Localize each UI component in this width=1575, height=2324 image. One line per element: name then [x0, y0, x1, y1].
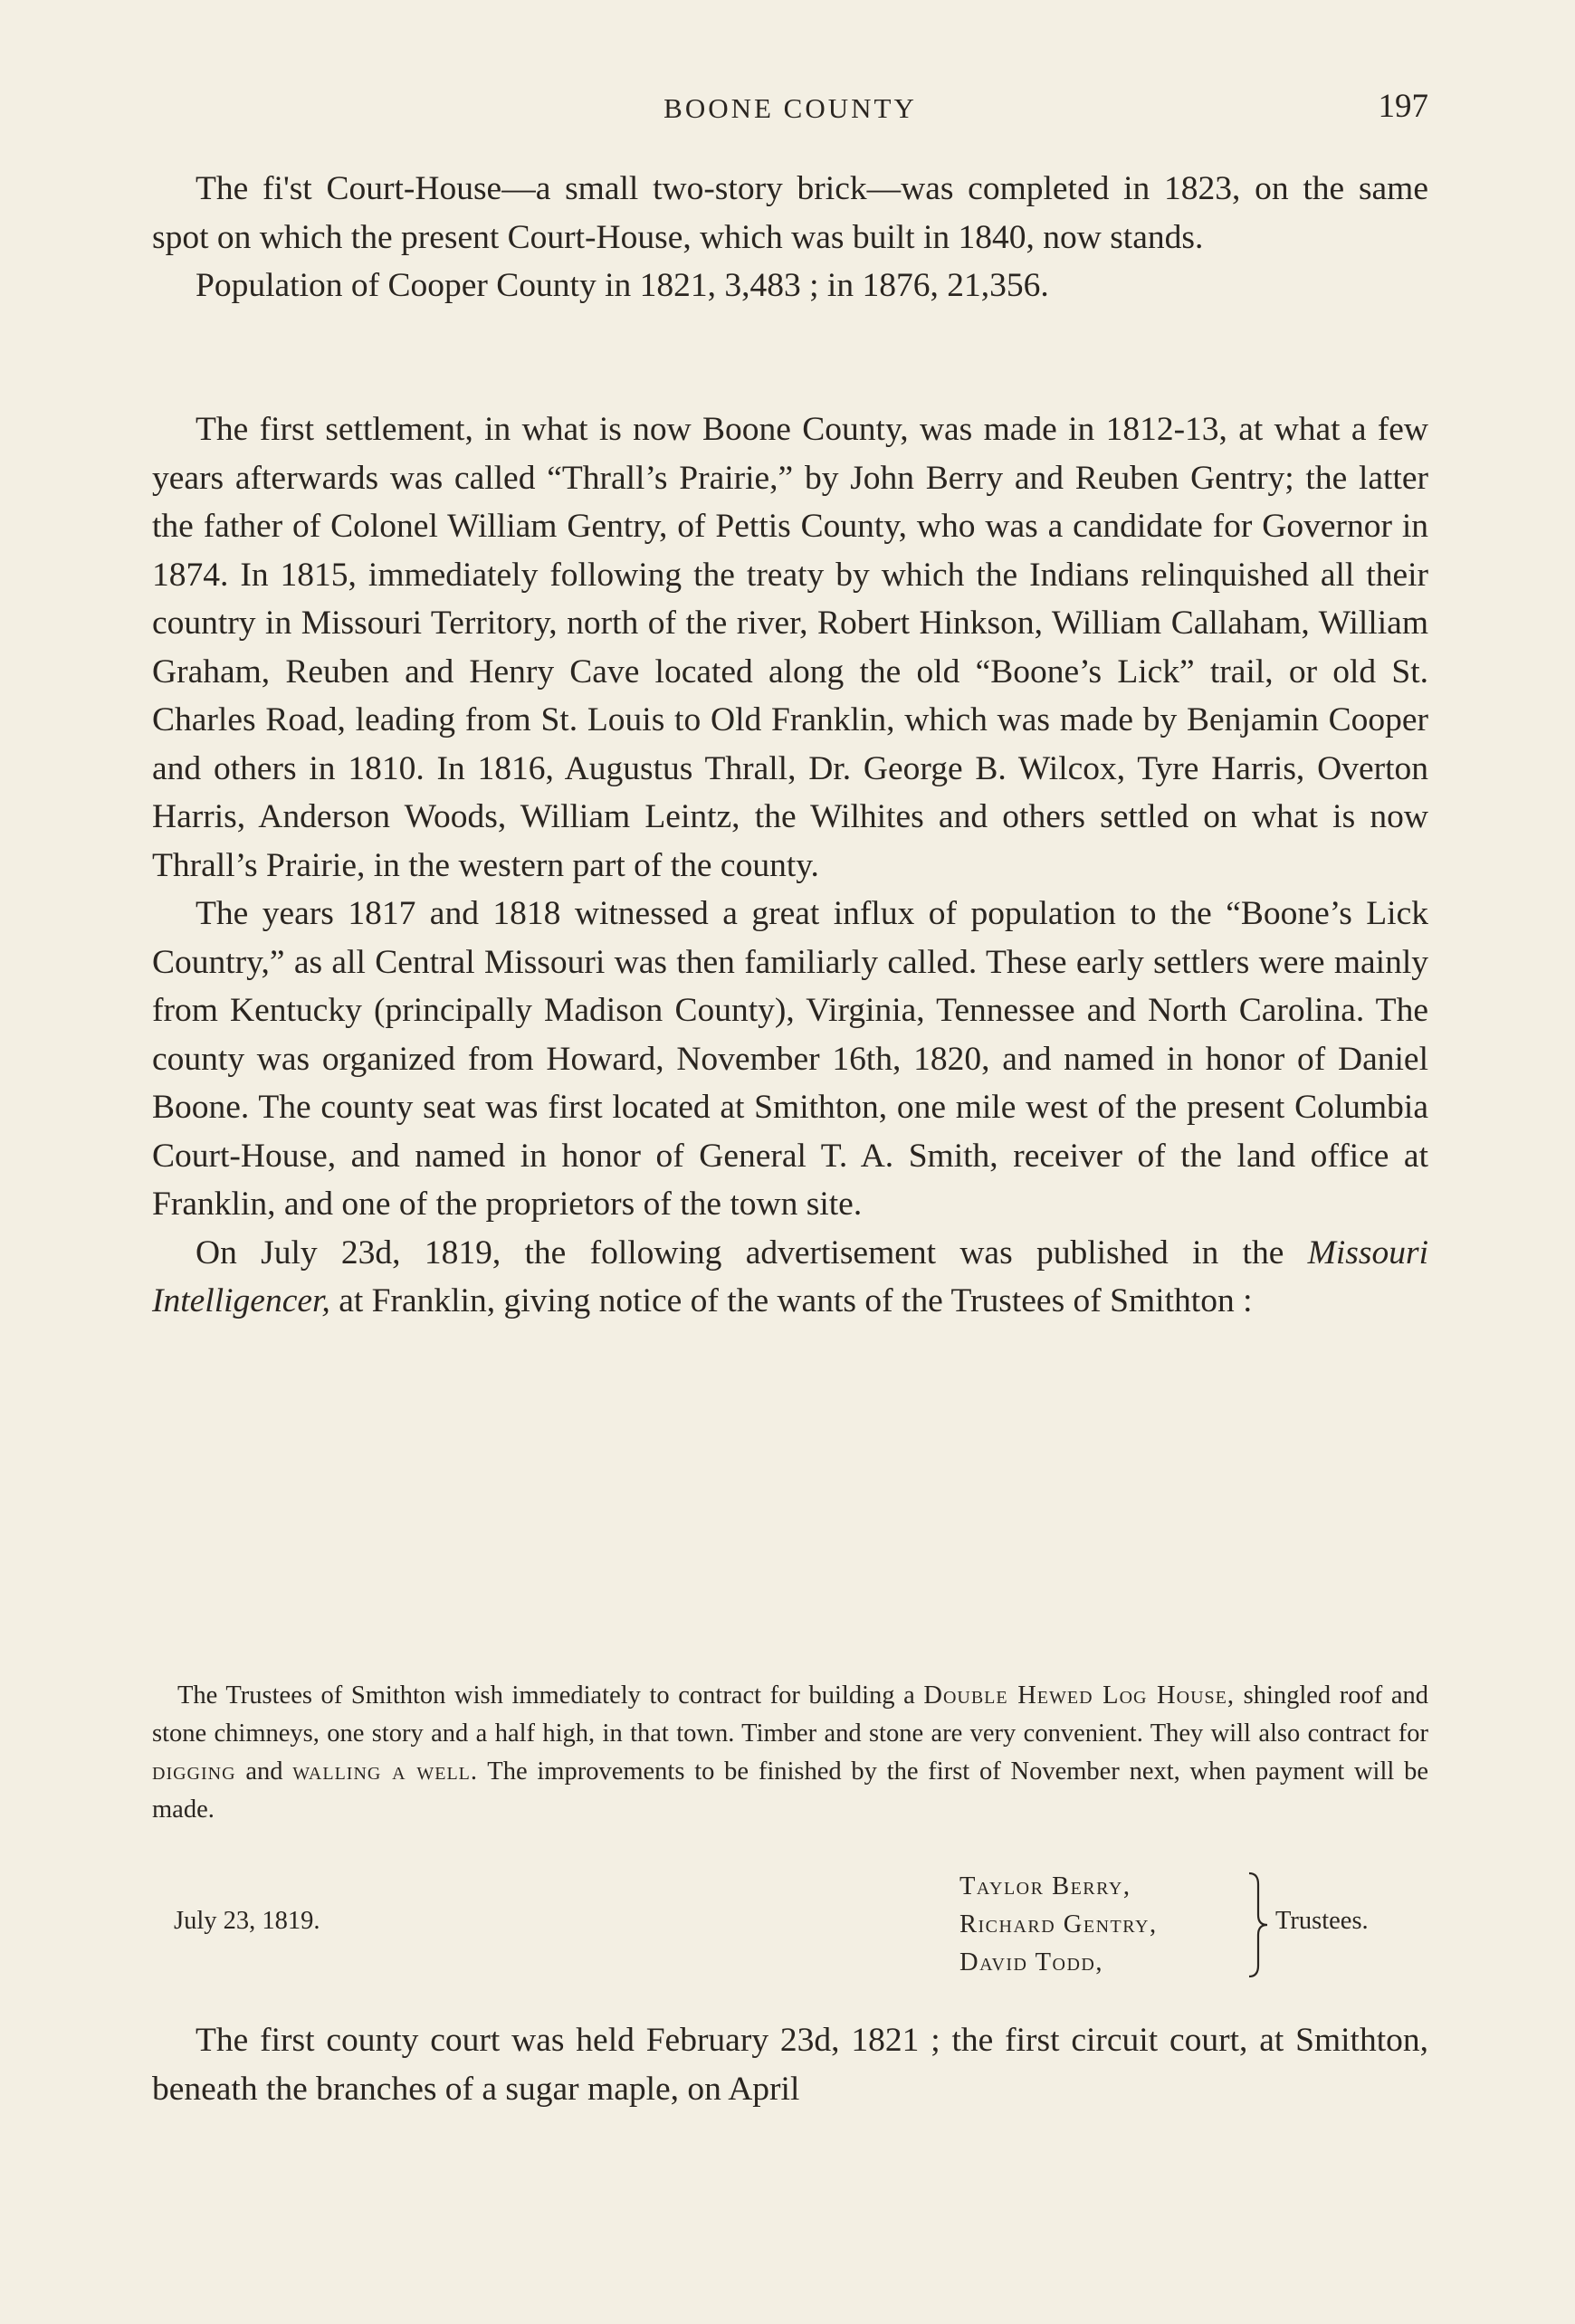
text-block-first-court — [152, 2016, 1428, 2113]
paragraph-text: On July 23d, 1819, the following advertisement was published in the — [196, 1233, 1284, 1272]
paragraph: The years 1817 and 1818 witnessed a great influx of population to the “Boone’s Lick Country,” as all Central Missouri was then familiarly called. These early settlers were mainly from Kentucky (principally Madison County), Virginia, Tennessee and North Carolina. The county was organized from Howard, November 16th, 1820, and named in honor of Daniel Boone. The county seat was first located at Smithton, one mile west of the present Columbia Court-House, and named in honor of General T. A. Smith, receiver of the land office at Franklin, and one of the proprietors of the town site. — [152, 895, 1428, 1223]
ad-smallcaps: digging — [152, 1757, 236, 1786]
ad-text: The Trustees of Smithton wish immediately to contract for building a — [177, 1681, 915, 1710]
paragraph: The first county court was held February 23d, 1821 ; the first circuit court, at Smithton, beneath the branches of a sugar maple, on April — [152, 2022, 1428, 2108]
signer-name: Richard Gentry, — [959, 1910, 1158, 1938]
paragraph — [152, 1229, 1428, 1326]
right-brace-icon — [1246, 1868, 1271, 1982]
running-head — [152, 87, 1428, 132]
advertisement — [152, 1677, 1428, 1829]
ad-text: The improvements to be finished by the first of November next, when payment will be made. — [152, 1757, 1428, 1824]
newspaper-title: Missouri Intelligencer, — [152, 1233, 1428, 1319]
signer-name: David Todd, — [959, 1948, 1103, 1976]
signer-role: Trustees. — [1275, 1907, 1369, 1935]
text-block-settlement — [152, 405, 1428, 1326]
paragraph: The fi'st Court-House—a small two-story brick—was completed in 1823, on the same spot on which the present Court-House, which was built in 1840, now stands. — [152, 170, 1428, 256]
paragraph: The first settlement, in what is now Boone County, was made in 1812-13, at what a few years afterwards was called “Thrall’s Prairie,” by John Berry and Reuben Gentry; the latter the father of Colonel William Gentry, of Pettis County, who was a candidate for Governor in 1874. In 1815, immediately following the treaty by which the Indians relinquished all their country in Missouri Territory, north of the river, Robert Hinkson, William Callaham, William Graham, Reuben and Henry Cave located along the old “Boone’s Lick” trail, or old St. Charles Road, leading from St. Louis to Old Franklin, which was made by Benjamin Cooper and others in 1810. In 1816, Augustus Thrall, Dr. George B. Wilcox, Tyre Harris, Overton Harris, Anderson Woods, William Leintz, the Wilhites and others settled on what is now Thrall’s Prairie, in the western part of the county. — [152, 411, 1428, 884]
running-title: BOONE COUNTY — [663, 92, 917, 124]
ad-signature — [152, 1868, 1428, 1982]
text-block-court-house — [152, 165, 1428, 310]
ad-smallcaps: walling a well. — [292, 1757, 479, 1786]
advertisement-text — [152, 1677, 1428, 1829]
ad-text: and — [245, 1757, 283, 1786]
signer-list — [959, 1868, 1158, 1982]
page-number: 197 — [1378, 88, 1428, 125]
signer-name: Taylor Berry, — [959, 1872, 1131, 1900]
paragraph: Population of Cooper County in 1821, 3,483 ; in 1876, 21,356. — [196, 267, 1049, 304]
ad-smallcaps: Double Hewed Log House, — [923, 1681, 1235, 1710]
paragraph-text: at Franklin, giving notice of the wants of the Trustees of Smithton : — [339, 1282, 1253, 1319]
ad-date: July 23, 1819. — [174, 1907, 320, 1935]
ad-text: shingled roof and stone chimneys, one story and a half high, in that town. Timber and stone are very convenient. They will also contract for — [152, 1681, 1429, 1748]
